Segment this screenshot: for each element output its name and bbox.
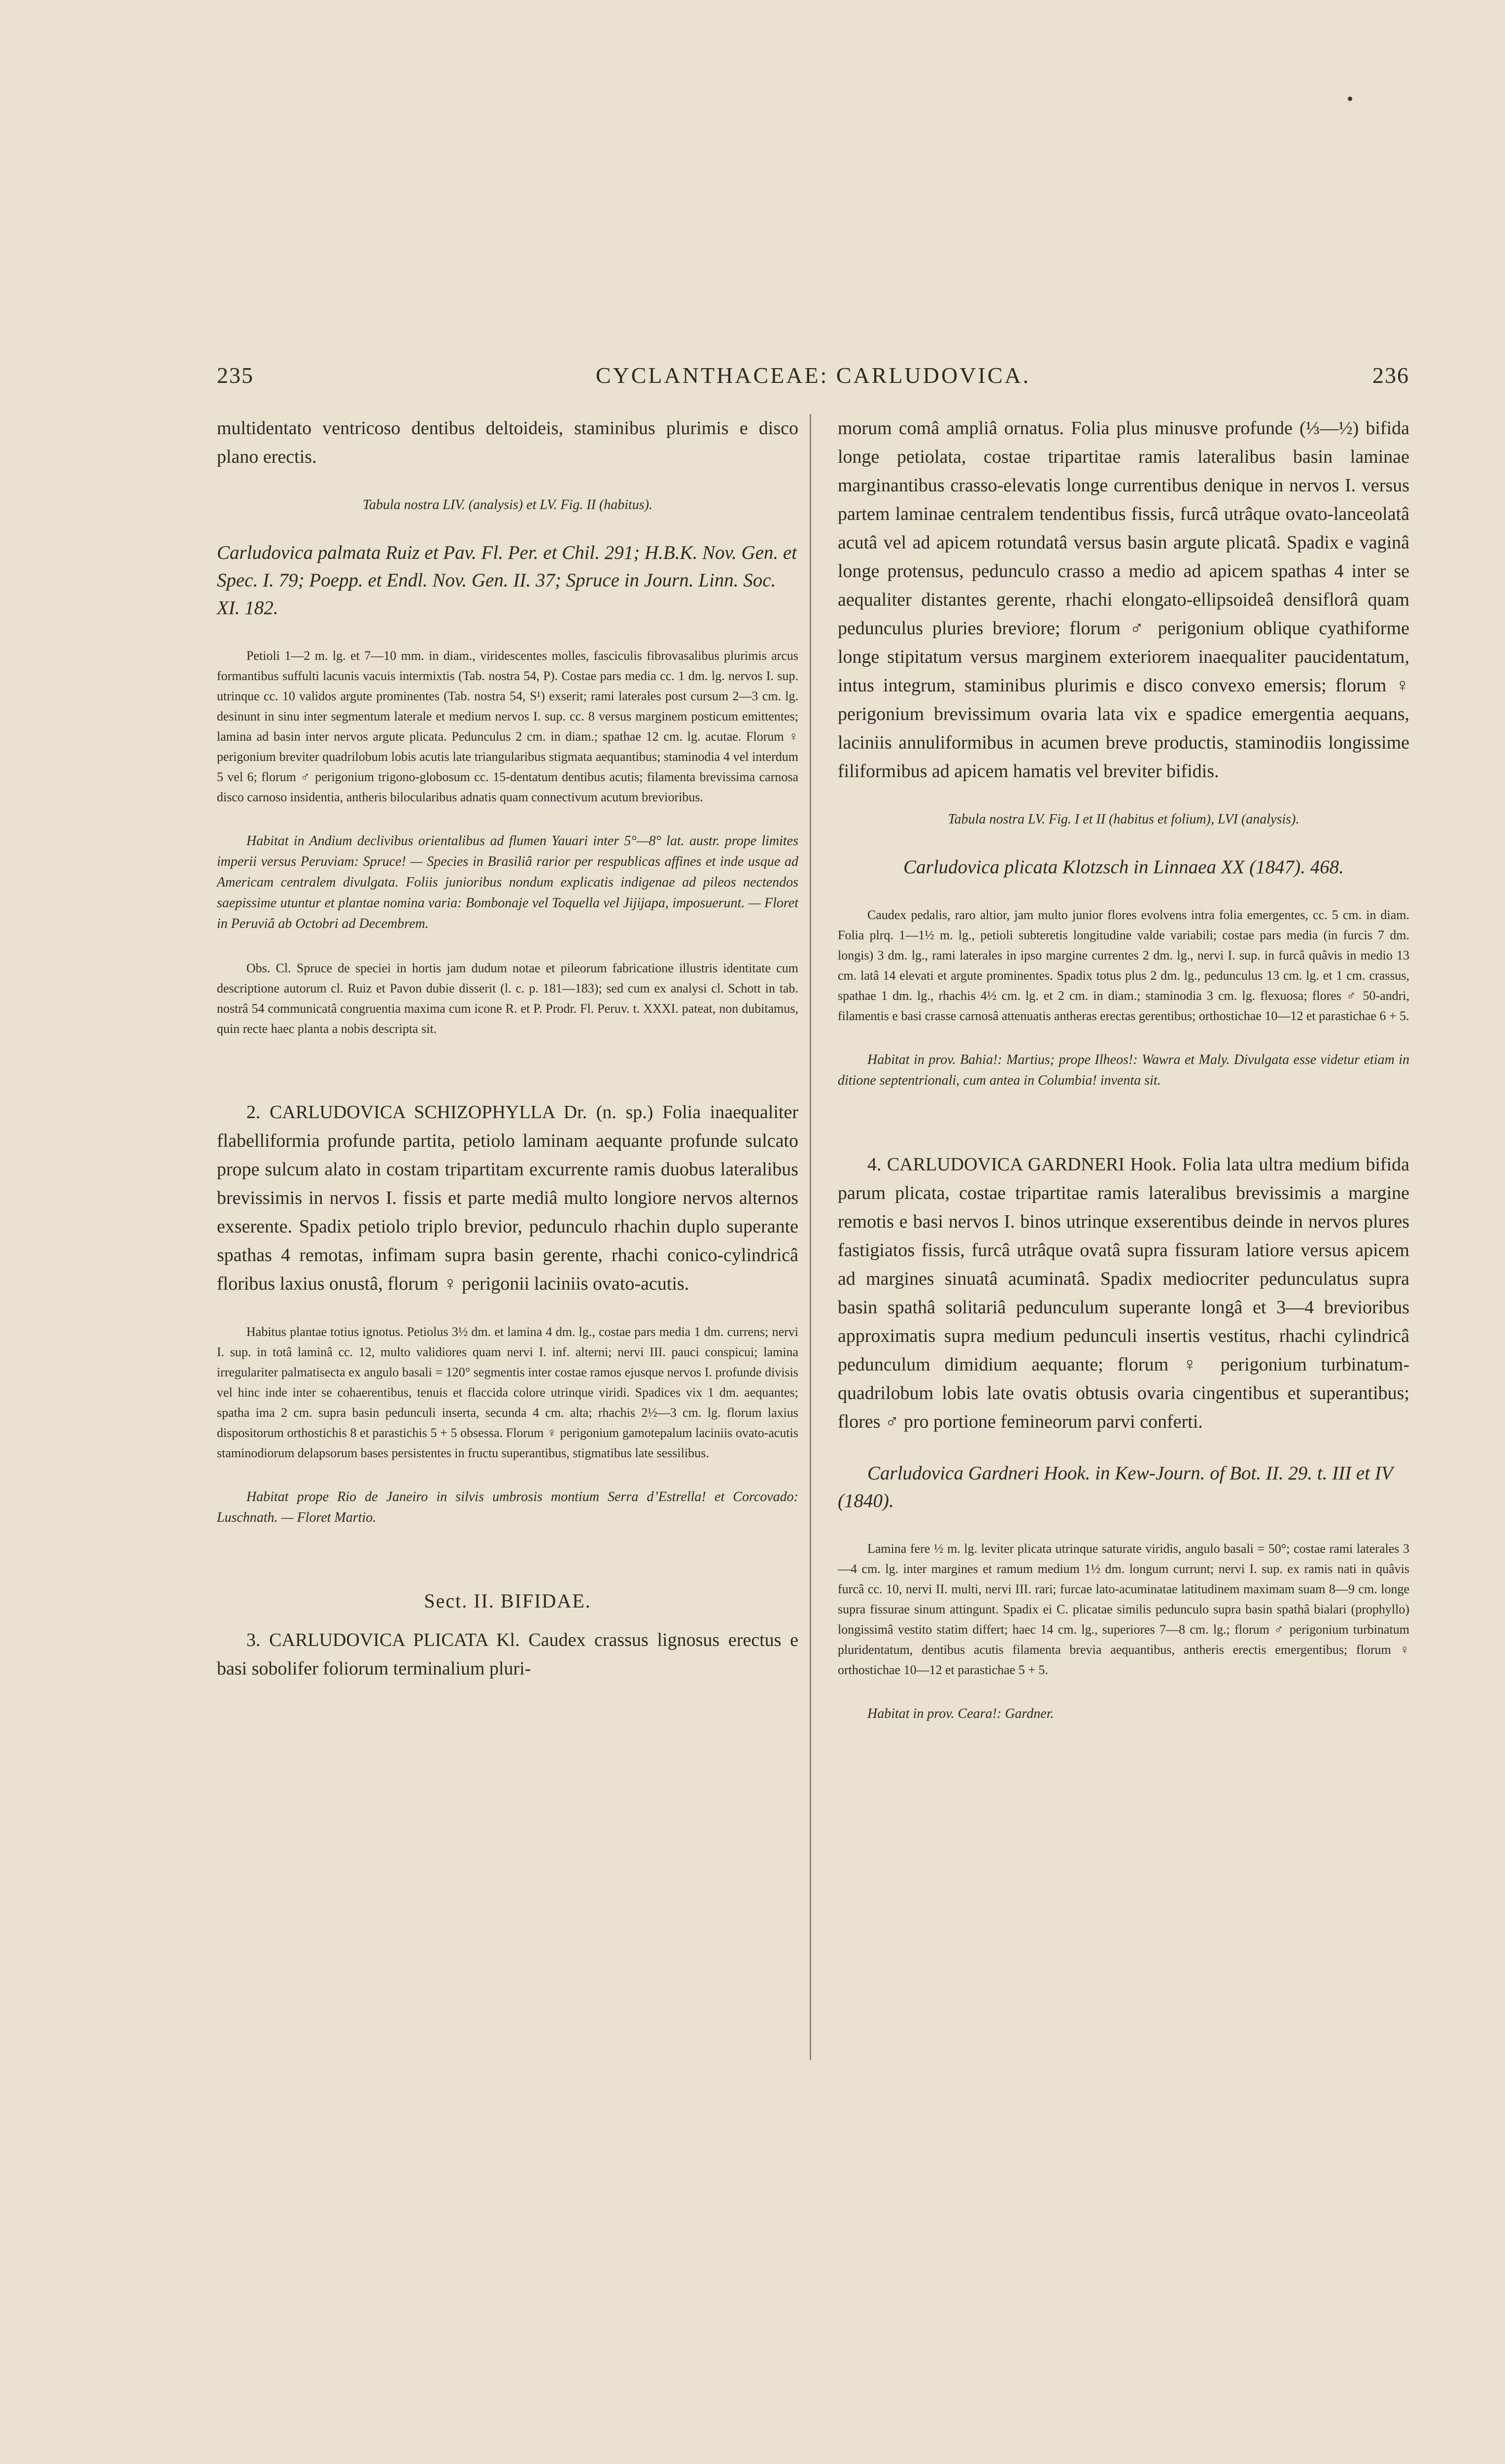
- left-column: [217, 414, 798, 1683]
- species-heading-plicata: 3. CARLUDOVICA PLICATA Kl. Caudex crassus lignosus erectus e basi sobolifer foliorum terminalium pluri-: [217, 1630, 798, 1679]
- description-small-print: Petioli 1—2 m. lg. et 7—10 mm. in diam., viridescentes molles, fasciculis fibrovasalibus plurimis arcus formantibus suffulti lacunis vacuis intermixtis (Tab. nostra 54, P). Costae pars media cc. 1 dm. lg. nervos I. sup. utrinque cc. 10 validos argute prominentes (Tab. nostra 54, S¹) exserit; rami laterales post cursum 2—3 cm. lg. desinunt in sinu inter segmentum laterale et medium nervos I. sup. cc. 8 versus marginem posticum emittentes; lamina ad basin inter nervos argute plicata. Pedunculus 2 cm. in diam.; spathae 12 cm. lg. acutae. Florum ♀ perigonium breviter quadrilobum lobis acutis late triangularibus stigmata aequantibus; staminodia 4 vel interdum 5 vel 6; florum ♂ perigonium trigono-globosum cc. 15-dentatum dentibus acutis; filamenta brevissima carnosa disco carnoso insidentia, antheris bilocularibus adnatis quam connectivum acutum brevioribus.: [217, 649, 798, 804]
- plate-reference-plicata: Tabula nostra LV. Fig. I et II (habitus et folium), LVI (analysis).: [948, 812, 1300, 827]
- plate-reference: Tabula nostra LIV. (analysis) et LV. Fig. II (habitus).: [362, 497, 653, 513]
- habitat-gardneri: Habitat in prov. Ceara!: Gardner.: [867, 1706, 1054, 1721]
- description-gardneri: Lamina fere ½ m. lg. leviter plicata utrinque saturate viridis, angulo basali = 50°; costae rami laterales 3—4 cm. lg. inter margines et ramum medium 1½ dm. longum currunt; nervi I. sup. ex ramis nati in quâvis furcâ cc. 10, nervi II. multi, nervi III. rari; furcae lato-acuminatae latitudinem maximam suam 8—9 cm. longe supra fissurae sinum attingunt. Spadix ei C. plicatae similis pedunculo supra basin spathâ bialari (prophyllo) longissimâ vestito statim differt; haec 14 cm. lg., superiores 7—8 cm. lg.; florum ♂ perigonium turbinatum pluridentatum, dentibus acutis filamenta brevia aequantibus, antheris erectis emergentibus; florum ♀ orthostichae 10—12 et parastichae 5 + 5.: [838, 1541, 1409, 1677]
- section-heading: Sect. II. BIFIDAE.: [424, 1590, 591, 1612]
- running-title: CYCLANTHACEAE: CARLUDOVICA.: [595, 363, 1031, 388]
- running-header: [217, 362, 1409, 397]
- ink-speck: [1348, 97, 1352, 101]
- paragraph-continuation: multidentato ventricoso dentibus deltoideis, staminibus plurimis e disco plano erectis.: [217, 418, 798, 467]
- synonymy-plicata: Carludovica plicata Klotzsch in Linnaea XX (1847). 468.: [903, 856, 1344, 878]
- column-divider: [810, 414, 811, 2060]
- description-small-plicata: Caudex pedalis, raro altior, jam multo junior flores evolvens intra folia emergentes, cc. 5 cm. in diam. Folia plrq. 1—1½ m. lg., petioli subteretis longitudine valde variabili; costae pars media (in furcis 7 dm. longis) 3 dm. lg., rami laterales in ipso margine currentes 2 dm. lg., nervi I. sup. in furcâ quâvis in medio 13 cm. latâ 14 elevati et argute prominentes. Spadix totus plus 2 dm. lg., pedunculus 13 cm. lg. et 1 cm. crassus, spathae 1 dm. lg., rhachis 4½ cm. lg. et 2 cm. in diam.; staminodia 3 cm. lg. flexuosa; flores ♂ 50-andri, filamentis e basi crasse carnosâ attenuatis antheras erectas gerentibus; orthostichae 10—12 et parastichae 6 + 5.: [838, 908, 1409, 1023]
- species-heading-gardneri: 4. CARLUDOVICA GARDNERI Hook. Folia lata ultra medium bifida parum plicata, costae tripartitae ramis lateralibus brevissimis a margine remotis e basi nervos I. binos utrinque exserentibus deinde in nervos plures fastigiatos fissis, furcâ utrâque ovatâ supra fissuram latiore versus apicem ad margines sinuatâ acuminatâ. Spadix mediocriter pedunculatus supra basin spathâ solitariâ pedunculum superante longâ et 3—4 brevioribus approximatis supra medium pedunculi insertis vestitus, rhachi cylindricâ pedunculum dimidium aequante; florum ♀ perigonium turbinatum-quadrilobum lobis late ovatis obtusis ovaria cingentibus et superantibus; flores ♂ pro portione femineorum parvi conferti.: [838, 1154, 1409, 1432]
- habitat-schizophylla: Habitat prope Rio de Janeiro in silvis umbrosis montium Serra d’Estrella! et Corcovado: Luschnath. — Floret Martio.: [217, 1489, 798, 1525]
- synonymy-gardneri: Carludovica Gardneri Hook. in Kew-Journ. of Bot. II. 29. t. III et IV (1840).: [838, 1463, 1393, 1511]
- habitat-note: Habitat in Andium declivibus orientalibus ad flumen Yauari inter 5°—8° lat. austr. prope limites imperii versus Peruviam: Spruce! — Species in Brasiliâ rarior per respublicas affines et inde usque ad Americam centralem divulgata. Foliis junioribus nondum explicatis indigenae ad pileos nectendos saepissime utuntur et plantae nomina varia: Bombonaje vel Toquella vel Jijijapa, imposuerunt. — Floret in Peruviâ ab Octobri ad Decembrem.: [217, 833, 798, 931]
- right-column: [838, 414, 1409, 1724]
- description-schizophylla: Habitus plantae totius ignotus. Petiolus 3½ dm. et lamina 4 dm. lg., costae pars media 1 dm. currens; nervi I. sup. in totâ laminâ cc. 12, multo validiores quam nervi I. inf. alterni; nervi III. pauci conspicui; lamina irregulariter palmatisecta ex angulo basali = 120° segmentis inter costae ramos ejusque nervos I. profunde divisis vel hinc inde inter se cohaerentibus, tenuis et flaccida colore utrinque viridi. Spadices vix 1 dm. aequantes; spatha ima 2 cm. supra basin pedunculi inserta, secunda 4 cm. alta; rhachis 2½—3 cm. lg. florum laxius dispositorum orthostichis 8 et parastichis 5 + 5 obsessa. Florum ♀ perigonium gamotepalum laciniis ovato-acutis staminodiorum delapsorum bases persistentes in fructu superantibus, stigmatibus late sessilibus.: [217, 1325, 798, 1460]
- habitat-plicata: Habitat in prov. Bahia!: Martius; prope Ilheos!: Wawra et Maly. Divulgata esse videtur etiam in ditione septentrionali, cum antea in Columbia! inventa sit.: [838, 1052, 1409, 1088]
- observation-note: Obs. Cl. Spruce de speciei in hortis jam dudum notae et pileorum fabricatione illustris identitate cum descriptione autorum cl. Ruiz et Pavon dubie disserit (l. c. p. 181—183); sed cum ex analysi cl. Schott in tab. nostrâ 54 communicatâ congruentia maxima cum icone R. et P. Prodr. Fl. Peruv. t. XXXI. pateat, non dubitamus, quin recte haec planta a nobis descripta sit.: [217, 961, 798, 1036]
- plicata-description: morum comâ ampliâ ornatus. Folia plus minusve profunde (⅓—½) bifida longe petiolata, costae tripartitae ramis lateralibus basin laminae marginantibus crasso-elevatis longe currentibus denique in nervos I. versus partem laminae centralem tendentibus fissis, furcâ utrâque ovato-lanceolatâ acutâ vel ad apicem rotundatâ versus basin argute plicatâ. Spadix e vaginâ longe protensus, pedunculo crasso a medio ad apicem spathas 4 inter se aequaliter distantes gerente, rhachi elongato-ellipsoideâ densiflorâ quam pedunculus pluries breviore; florum ♂ perigonium oblique cyathiforme longe stipitatum versus marginem exteriorem inaequaliter paucidentatum, intus integrum, staminibus plurimis e disco convexo emersis; florum ♀ perigonium brevissimum ovaria lata vix e spadice emergentia aequans, laciniis annuliformibus in acumen breve productis, staminodiis longissime filiformibus ad apicem hamatis vel breviter bifidis.: [838, 418, 1409, 782]
- synonymy: Carludovica palmata Ruiz et Pav. Fl. Per. et Chil. 291; H.B.K. Nov. Gen. et Spec. I. 79; Poepp. et Endl. Nov. Gen. II. 37; Spruce in Journ. Linn. Soc. XI. 182.: [217, 542, 797, 618]
- species-heading-schizophylla: 2. CARLUDOVICA SCHIZOPHYLLA Dr. (n. sp.) Folia inaequaliter flabelliformia profunde partita, petiolo laminam aequante profunde sulcato prope sulcum alato in costam tripartitam excurrente ramis duobus lateralibus brevissimis in nervos I. fissis et parte mediâ multo longiore nervos alternos exserente. Spadix petiolo triplo brevior, pedunculo rhachin duplo superante spathas 4 remotas, infimam supra basin gerente, rhachi conico-cylindricâ floribus laxius onustâ, florum ♀ perigonii laciniis ovato-acutis.: [217, 1102, 798, 1294]
- page-number-right: 236: [1372, 363, 1409, 388]
- page-number-left: 235: [217, 363, 254, 388]
